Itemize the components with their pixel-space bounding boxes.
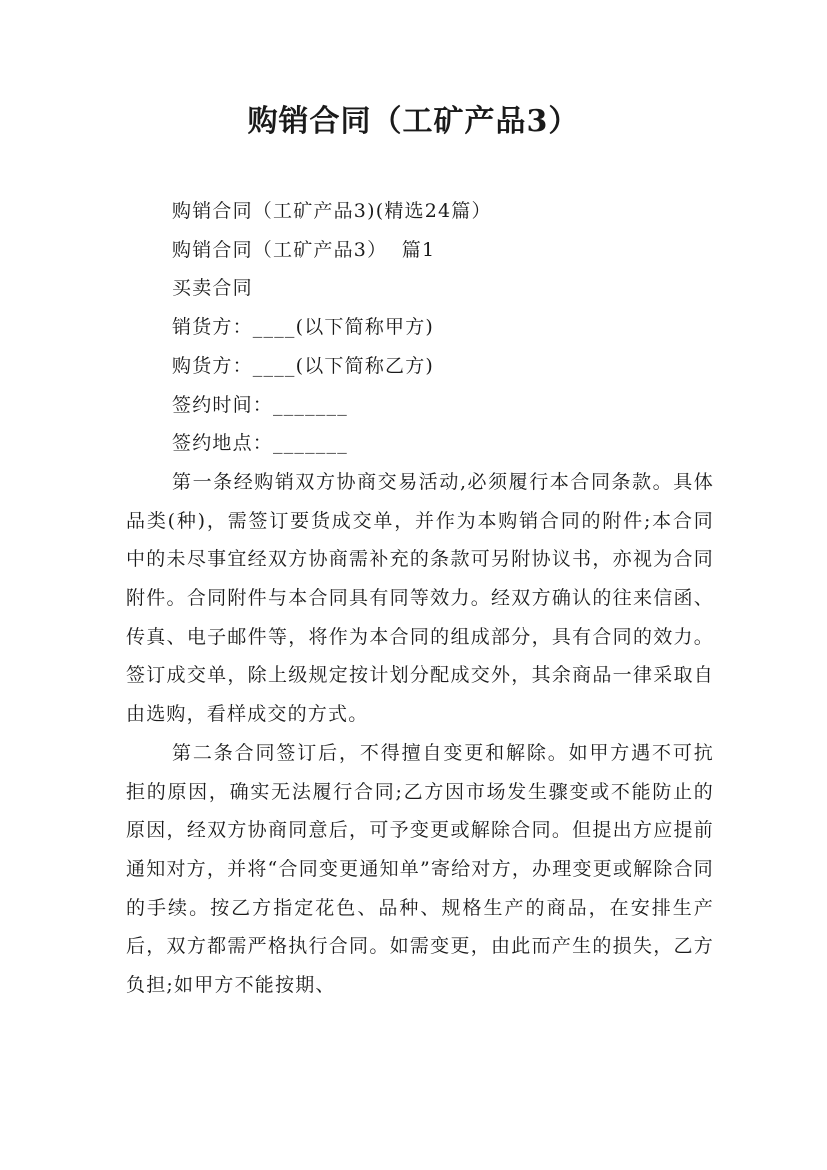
signing-place-line: 签约地点：_______ [172, 432, 348, 455]
article-1-paragraph: 第一条经购销双方协商交易活动,必须履行本合同条款。具体品类(种)，需签订要货成交单，并作为本购销合同的附件;本合同中的未尽事宜经双方协商需补充的条款可另附协议书，亦视为合同附件。合同附件与本合同具有同等效力。经双方确认的往来信函、传真、电子邮件等，将作为本合同的组成部分，具有合同的效力。签订成交单，除上级规定按计划分配成交外，其余商品一律采取自由选购，看样成交的方式。 [126, 470, 714, 726]
buyer-line: 购货方：____(以下简称乙方) [172, 354, 435, 377]
subtitle-line: 购销合同（工矿产品3)(精选24篇） [172, 200, 492, 222]
page-title: 购销合同（工矿产品3） [247, 104, 580, 139]
contract-type-line: 买卖合同 [172, 277, 253, 300]
signing-time-line: 签约时间：_______ [172, 393, 348, 416]
seller-line: 销货方：____(以下简称甲方) [172, 316, 435, 339]
section-heading: 购销合同（工矿产品3） 篇1 [172, 238, 436, 261]
article-2-paragraph: 第二条合同签订后，不得擅自变更和解除。如甲方遇不可抗拒的原因，确实无法履行合同;乙方因市场发生骤变或不能防止的原因，经双方协商同意后，可予变更或解除合同。但提出方应提前通知对方，并将“合同变更通知单”寄给对方，办理变更或解除合同的手续。按乙方指定花色、品种、规格生产的商品，在安排生产后，双方都需严格执行合同。如需变更，由此而产生的损失，乙方负担;如甲方不能按期、 [126, 741, 714, 997]
document-body [126, 192, 714, 1005]
